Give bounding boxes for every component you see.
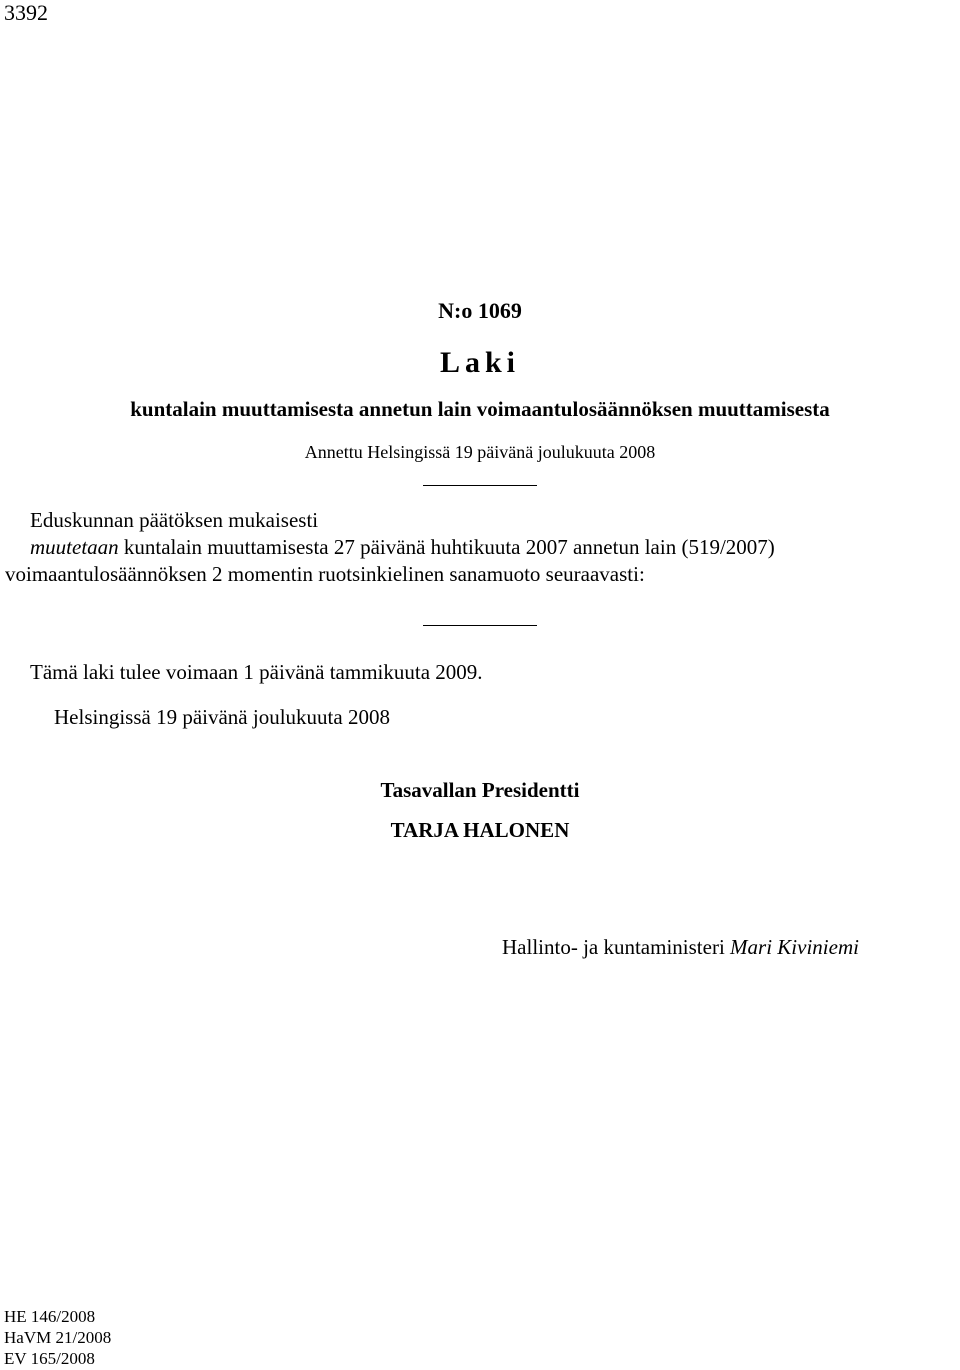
law-title: kuntalain muuttamisesta annetun lain voimaantulosäännöksen muuttamisesta <box>130 397 830 421</box>
divider-top <box>423 485 537 486</box>
amendment-line-2: voimaantulosäännöksen 2 momentin ruotsinkielinen sanamuoto seuraavasti: <box>5 562 645 586</box>
reference-havm: HaVM 21/2008 <box>4 1328 112 1347</box>
page-number: 3392 <box>4 0 48 25</box>
reference-he: HE 146/2008 <box>4 1307 96 1326</box>
reference-ev: EV 165/2008 <box>4 1349 95 1368</box>
president-name: TARJA HALONEN <box>390 818 570 842</box>
law-number: N:o 1069 <box>438 298 522 323</box>
law-heading: Laki <box>439 346 521 379</box>
amendment-line-1-rest: kuntalain muuttamisesta 27 päivänä huhtikuuta 2007 annetun lain (519/2007) <box>118 535 775 559</box>
minister-title: Hallinto- ja kuntaministeri <box>502 935 731 959</box>
divider-middle <box>423 625 537 626</box>
amend-verb: muutetaan <box>30 535 119 559</box>
minister-name: Mari Kiviniemi <box>730 935 859 959</box>
amendment-line-1 <box>30 535 775 560</box>
minister-signature <box>502 935 859 960</box>
president-title: Tasavallan Presidentti <box>380 778 580 802</box>
entry-into-force: Tämä laki tulee voimaan 1 päivänä tammikuuta 2009. <box>30 660 483 684</box>
intro-text: Eduskunnan päätöksen mukaisesti <box>30 508 319 532</box>
place-date: Helsingissä 19 päivänä joulukuuta 2008 <box>54 705 390 729</box>
given-date: Annettu Helsingissä 19 päivänä joulukuuta 2008 <box>304 442 656 462</box>
